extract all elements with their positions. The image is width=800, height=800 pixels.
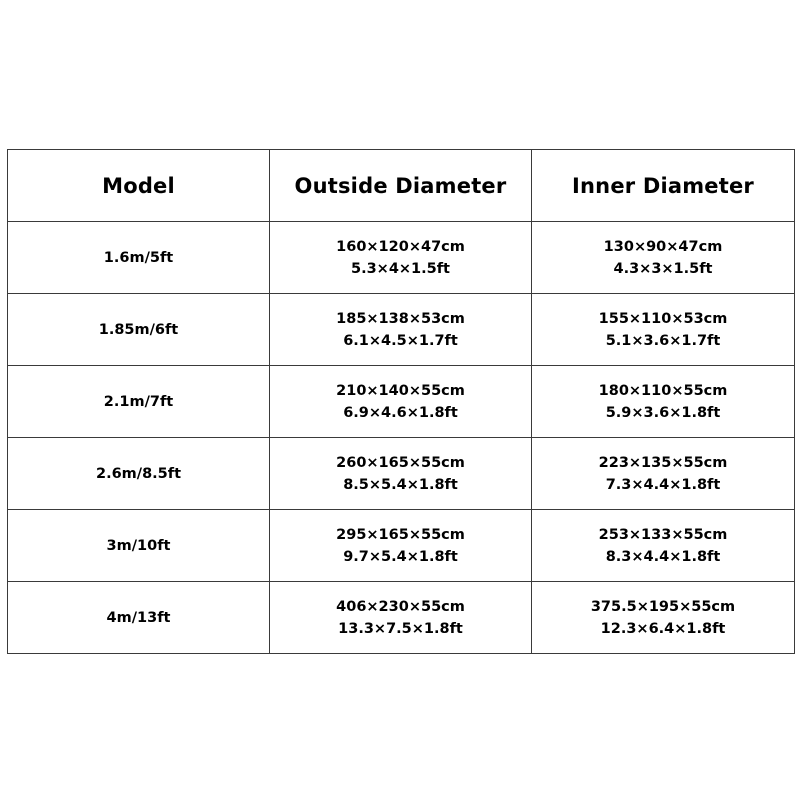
inner-cm: 253×133×55cm bbox=[598, 526, 728, 543]
inner-ft: 8.3×4.4×1.8ft bbox=[605, 548, 721, 565]
table-row bbox=[8, 510, 795, 582]
table-row bbox=[8, 222, 795, 294]
inner-diameter-cell bbox=[532, 222, 795, 294]
inner-ft: 5.9×3.6×1.8ft bbox=[605, 404, 721, 421]
inner-ft: 12.3×6.4×1.8ft bbox=[600, 620, 726, 637]
table-row bbox=[8, 438, 795, 510]
model-cell: 2.6m/8.5ft bbox=[8, 438, 270, 510]
table-row bbox=[8, 582, 795, 654]
inner-cm: 223×135×55cm bbox=[598, 454, 728, 471]
table-header-row bbox=[8, 150, 795, 222]
inner-diameter-cell bbox=[532, 582, 795, 654]
header-inner-diameter: Inner Diameter bbox=[532, 150, 795, 222]
outside-ft: 8.5×5.4×1.8ft bbox=[343, 476, 458, 493]
header-model: Model bbox=[8, 150, 270, 222]
table-row bbox=[8, 366, 795, 438]
outside-diameter-cell bbox=[270, 510, 532, 582]
outside-cm: 295×165×55cm bbox=[336, 526, 465, 543]
outside-ft: 6.1×4.5×1.7ft bbox=[343, 332, 458, 349]
inner-cm: 180×110×55cm bbox=[598, 382, 728, 399]
inner-ft: 5.1×3.6×1.7ft bbox=[605, 332, 721, 349]
inner-diameter-cell bbox=[532, 510, 795, 582]
inner-diameter-cell bbox=[532, 294, 795, 366]
inner-diameter-cell bbox=[532, 438, 795, 510]
inner-diameter-cell bbox=[532, 366, 795, 438]
outside-ft: 13.3×7.5×1.8ft bbox=[338, 620, 463, 637]
inner-ft: 7.3×4.4×1.8ft bbox=[605, 476, 721, 493]
inner-ft: 4.3×3×1.5ft bbox=[613, 260, 713, 277]
outside-diameter-cell bbox=[270, 582, 532, 654]
model-cell: 1.85m/6ft bbox=[8, 294, 270, 366]
header-outside-diameter: Outside Diameter bbox=[270, 150, 532, 222]
outside-diameter-cell bbox=[270, 294, 532, 366]
outside-cm: 210×140×55cm bbox=[336, 382, 465, 399]
outside-diameter-cell bbox=[270, 366, 532, 438]
outside-ft: 9.7×5.4×1.8ft bbox=[343, 548, 458, 565]
outside-cm: 160×120×47cm bbox=[336, 238, 465, 255]
model-cell: 4m/13ft bbox=[8, 582, 270, 654]
size-spec-table bbox=[7, 149, 795, 654]
outside-ft: 6.9×4.6×1.8ft bbox=[343, 404, 458, 421]
inner-cm: 130×90×47cm bbox=[603, 238, 723, 255]
outside-cm: 185×138×53cm bbox=[336, 310, 465, 327]
inner-cm: 375.5×195×55cm bbox=[590, 598, 736, 615]
table-row bbox=[8, 294, 795, 366]
outside-cm: 260×165×55cm bbox=[336, 454, 465, 471]
model-cell: 2.1m/7ft bbox=[8, 366, 270, 438]
outside-diameter-cell bbox=[270, 222, 532, 294]
outside-ft: 5.3×4×1.5ft bbox=[350, 260, 450, 277]
inner-cm: 155×110×53cm bbox=[598, 310, 728, 327]
outside-cm: 406×230×55cm bbox=[336, 598, 465, 615]
model-cell: 1.6m/5ft bbox=[8, 222, 270, 294]
outside-diameter-cell bbox=[270, 438, 532, 510]
model-cell: 3m/10ft bbox=[8, 510, 270, 582]
